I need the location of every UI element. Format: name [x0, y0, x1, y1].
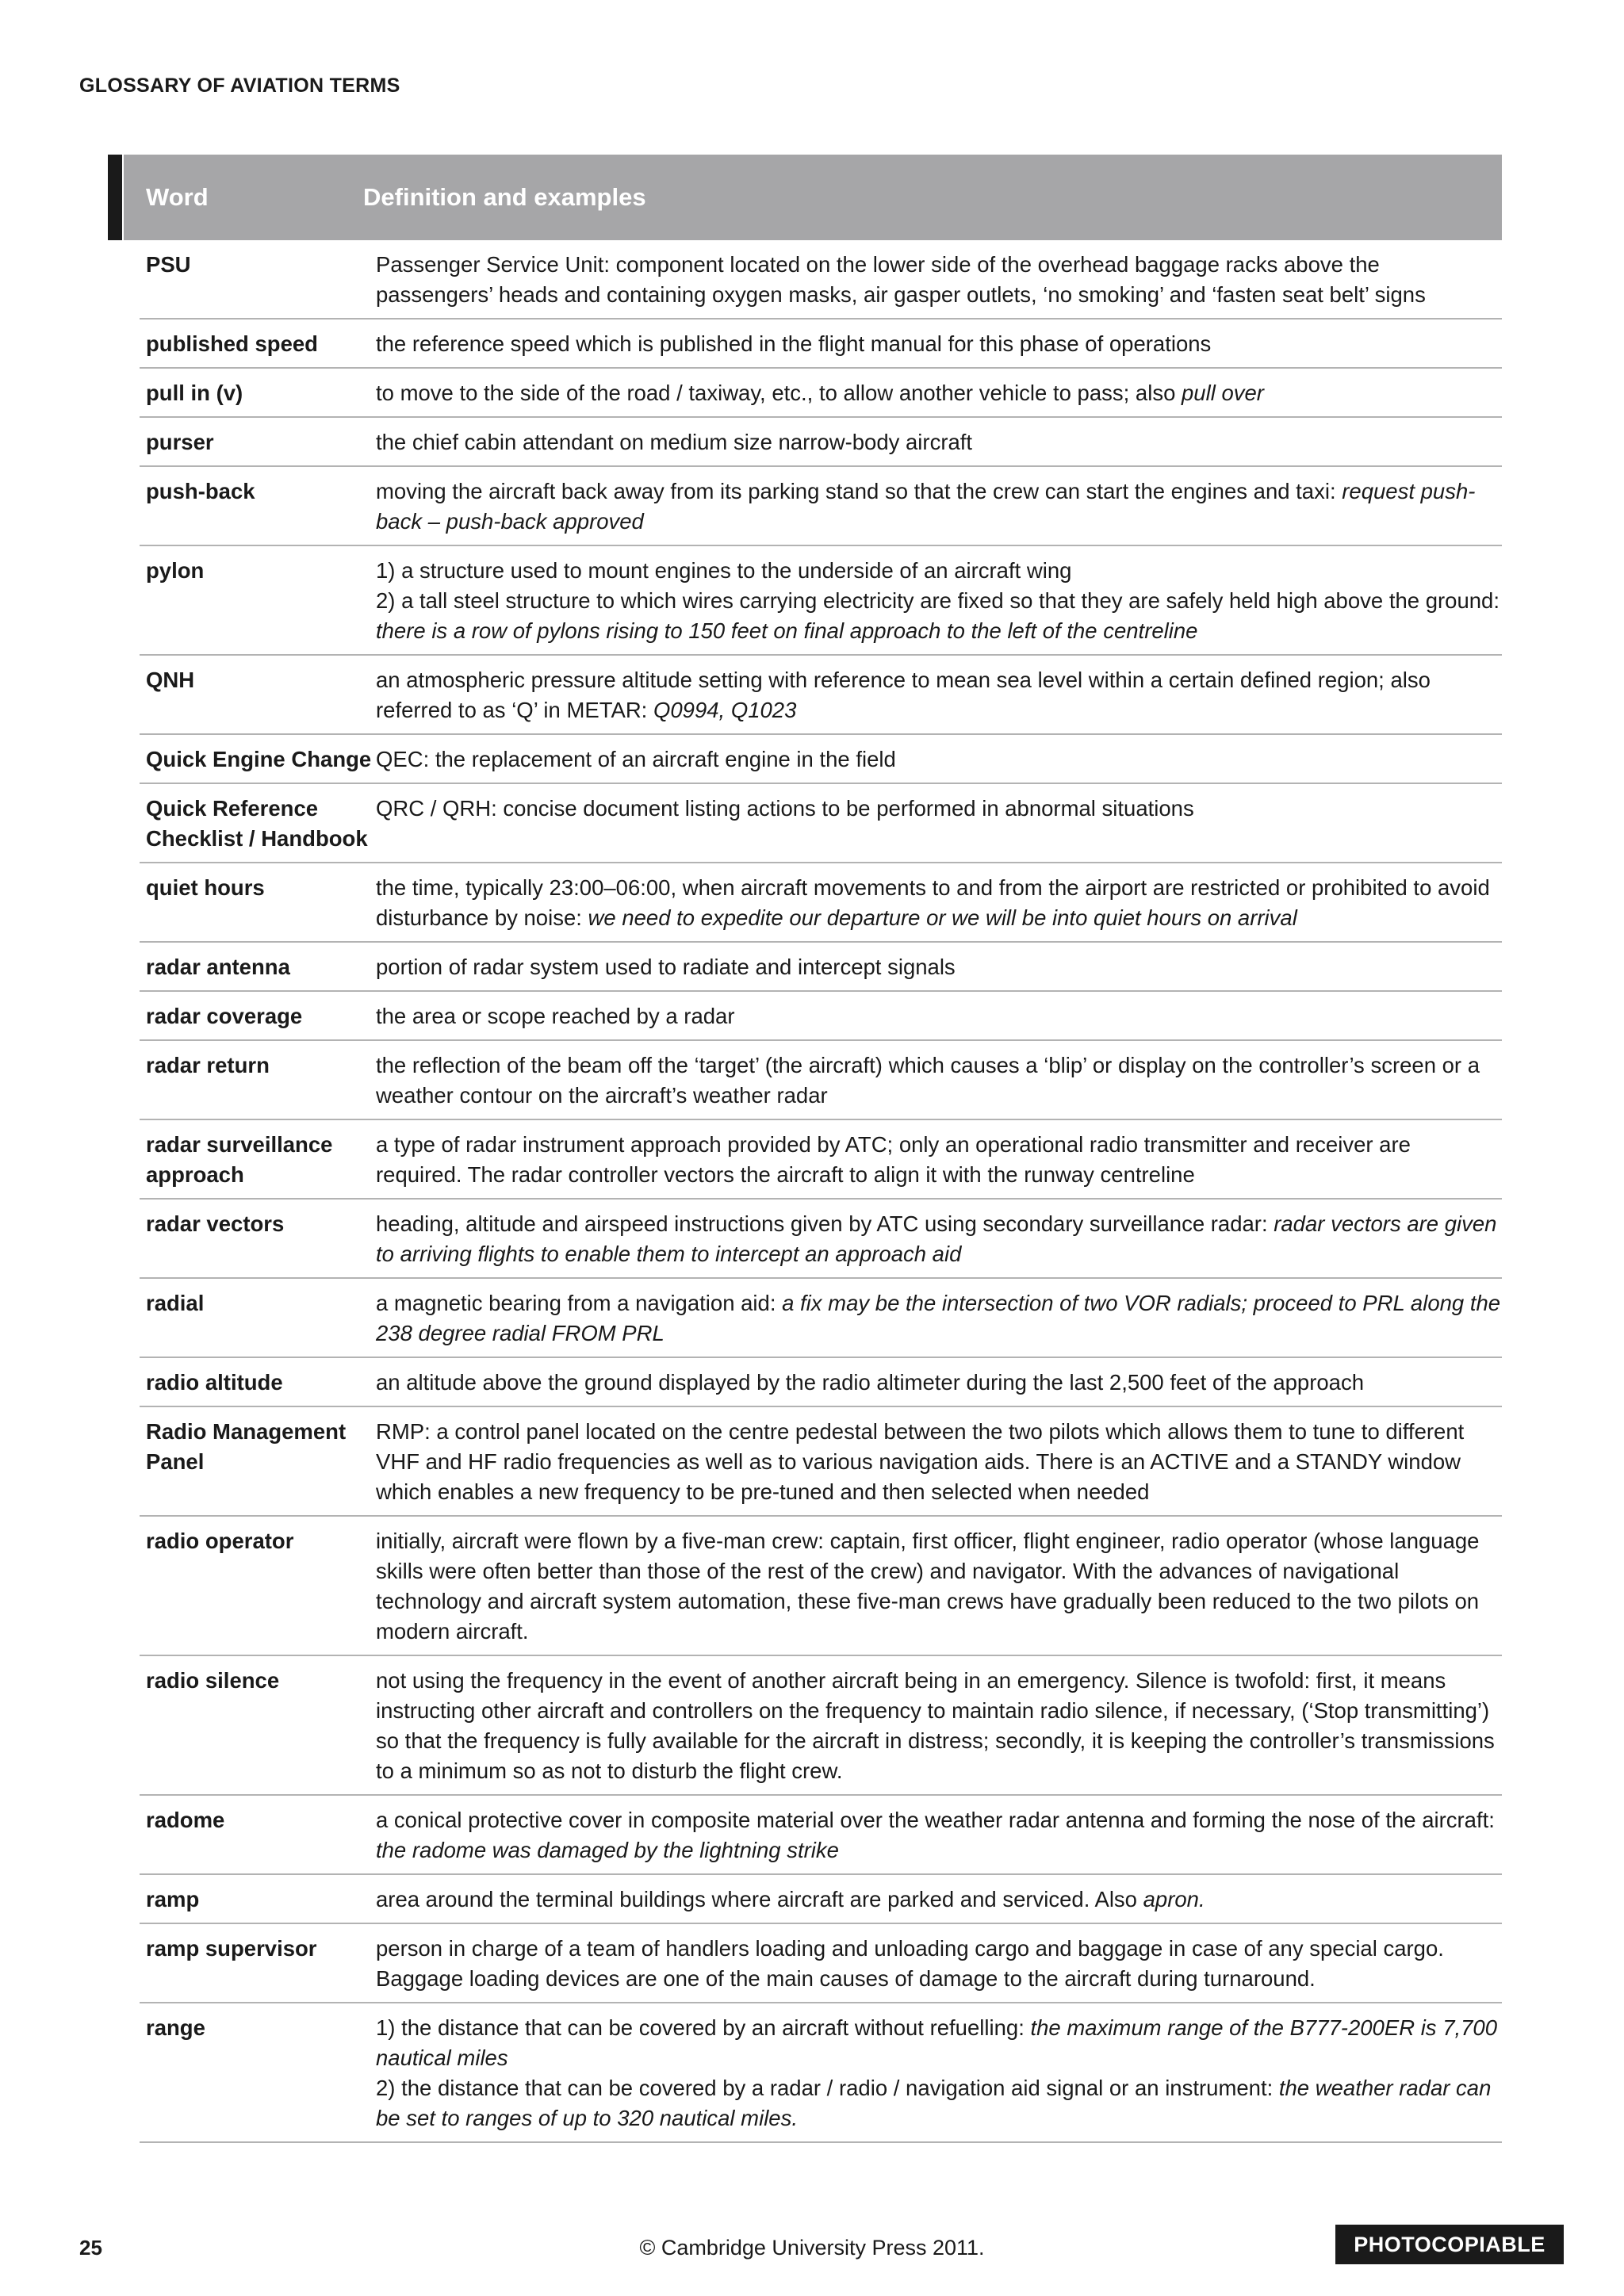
definition-text: QRC / QRH: concise document listing actions to be performed in abnormal situations — [376, 796, 1194, 821]
table-body — [140, 240, 1502, 2143]
definition-text: portion of radar system used to radiate and intercept signals — [376, 955, 956, 979]
definition-text: a magnetic bearing from a navigation aid: — [376, 1291, 783, 1315]
table-row — [140, 1924, 1502, 2003]
definition-text: a type of radar instrument approach provided by ATC; only an operational radio transmitter and receiver are required. The radar controller vectors the aircraft to align it with the runway centreline — [376, 1132, 1411, 1187]
column-header-definition: Definition and examples — [363, 183, 646, 211]
glossary-definition — [376, 1209, 1502, 1269]
glossary-definition — [376, 1526, 1502, 1647]
table-row — [140, 1517, 1502, 1656]
glossary-definition — [376, 250, 1502, 310]
definition-text: the chief cabin attendant on medium size narrow-body aircraft — [376, 430, 973, 454]
glossary-definition — [376, 1805, 1502, 1866]
table-row — [140, 943, 1502, 992]
definition-text: 2) a tall steel structure to which wires carrying electricity are fixed so that they are safely held high above the ground: — [376, 588, 1500, 613]
definition-example: the weather radar can be set to ranges of up to 320 nautical miles. — [376, 2076, 1492, 2130]
definition-text: the reference speed which is published in the flight manual for this phase of operations — [376, 331, 1212, 356]
table-row — [140, 784, 1502, 863]
glossary-term: range — [146, 2015, 205, 2040]
glossary-definition — [376, 1934, 1502, 1994]
page-header-title: GLOSSARY OF AVIATION TERMS — [79, 75, 400, 97]
table-row — [140, 1407, 1502, 1517]
glossary-term: ramp supervisor — [146, 1936, 317, 1961]
glossary-definition — [376, 1417, 1502, 1507]
glossary-term: published speed — [146, 331, 318, 356]
definition-example: we need to expedite our departure or we will be into quiet hours on arrival — [588, 905, 1297, 930]
table-row — [140, 1796, 1502, 1875]
glossary-definition — [376, 794, 1502, 854]
glossary-term: radar vectors — [146, 1211, 285, 1236]
glossary-term: purser — [146, 430, 214, 454]
definition-example: pull over — [1182, 381, 1264, 405]
glossary-definition — [376, 2013, 1502, 2133]
glossary-definition — [376, 1001, 1502, 1031]
table-row — [140, 418, 1502, 467]
glossary-definition — [376, 1130, 1502, 1190]
glossary-term: radio silence — [146, 1668, 280, 1693]
table-row — [140, 1279, 1502, 1358]
table-row — [140, 1041, 1502, 1120]
glossary-term: PSU — [146, 252, 191, 277]
table-row — [140, 2003, 1502, 2143]
table-row — [140, 1120, 1502, 1200]
glossary-definition — [376, 476, 1502, 537]
definition-text: not using the frequency in the event of another aircraft being in an emergency. Silence is twofold: first, it means instructing other aircraft and controllers on the frequency to maintain radio silence, if necessary, (‘Stop transmitting’) so that the frequency is fully available for the aircraft in distress; secondly, it is keeping the controller’s transmissions to a minimum so as not to disturb the flight crew. — [376, 1668, 1495, 1783]
definition-text: Passenger Service Unit: component located on the lower side of the overhead baggage racks above the passengers’ heads and containing oxygen masks, air gasper outlets, ‘no smoking’ and ‘fasten seat belt’ signs — [376, 252, 1426, 307]
table-row — [140, 1875, 1502, 1924]
glossary-definition — [376, 1288, 1502, 1349]
table-row — [140, 656, 1502, 735]
table-row — [140, 320, 1502, 369]
definition-text: initially, aircraft were flown by a five-man crew: captain, first officer, flight engineer, radio operator (whose language skills were often better than those of the rest of the crew) and navigator. With the advances of navigational technology and aircraft system automation, these five-man crews have gradually been reduced to the two pilots on modern aircraft. — [376, 1529, 1480, 1644]
page-number: 25 — [79, 2236, 102, 2260]
table-row — [140, 467, 1502, 546]
definition-text: an altitude above the ground displayed by the radio altimeter during the last 2,500 feet of the approach — [376, 1370, 1364, 1395]
glossary-term: pylon — [146, 558, 205, 583]
definition-example: a fix may be the intersection of two VOR radials; proceed to PRL along the 238 degree radial FROM PRL — [376, 1291, 1501, 1345]
table-row — [140, 992, 1502, 1041]
photocopiable-badge: PHOTOCOPIABLE — [1335, 2225, 1564, 2264]
table-header — [124, 155, 1502, 240]
glossary-definition — [376, 873, 1502, 933]
glossary-term: radar surveillance approach — [146, 1132, 333, 1187]
definition-text: RMP: a control panel located on the centre pedestal between the two pilots which allows them to tune to different VHF and HF radio frequencies as well as to various navigation aids. There is an ACTIVE and a STANDY window which enables a new frequency to be pre-tuned and then selected when needed — [376, 1419, 1465, 1504]
glossary-definition — [376, 952, 1502, 982]
definition-text: person in charge of a team of handlers loading and unloading cargo and baggage in case of any special cargo. Baggage loading devices are one of the main causes of damage to the aircraft during turnaround. — [376, 1936, 1444, 1991]
copyright-notice: © Cambridge University Press 2011. — [639, 2236, 985, 2260]
table-row — [140, 735, 1502, 784]
glossary-term: radio operator — [146, 1529, 294, 1553]
glossary-definition — [376, 427, 1502, 457]
definition-text: QEC: the replacement of an aircraft engine in the field — [376, 747, 896, 771]
definition-text: moving the aircraft back away from its parking stand so that the crew can start the engines and taxi: — [376, 479, 1342, 503]
definition-example: apron. — [1143, 1887, 1205, 1911]
glossary-table — [109, 155, 1502, 2143]
table-row — [140, 1656, 1502, 1796]
glossary-term: ramp — [146, 1887, 200, 1911]
table-row — [140, 863, 1502, 943]
glossary-term: radar coverage — [146, 1004, 303, 1028]
glossary-term: radio altitude — [146, 1370, 283, 1395]
glossary-term: quiet hours — [146, 875, 265, 900]
glossary-term: Quick Engine Change — [146, 747, 372, 771]
definition-example: there is a row of pylons rising to 150 feet on final approach to the left of the centreline — [376, 618, 1198, 643]
glossary-definition — [376, 556, 1502, 646]
glossary-definition — [376, 329, 1502, 359]
definition-text: to move to the side of the road / taxiway, etc., to allow another vehicle to pass; also — [376, 381, 1182, 405]
glossary-term: radar return — [146, 1053, 270, 1077]
glossary-term: radome — [146, 1808, 225, 1832]
definition-text: area around the terminal buildings where aircraft are parked and serviced. Also — [376, 1887, 1143, 1911]
definition-text: 2) the distance that can be covered by a radar / radio / navigation aid signal or an instrument: — [376, 2076, 1279, 2100]
definition-text: an atmospheric pressure altitude setting with reference to mean sea level within a certain defined region; also referred to as ‘Q’ in METAR: — [376, 668, 1431, 722]
glossary-term: radial — [146, 1291, 205, 1315]
glossary-definition — [376, 1050, 1502, 1111]
glossary-term: pull in (v) — [146, 381, 243, 405]
glossary-definition — [376, 1666, 1502, 1786]
definition-text: the reflection of the beam off the ‘target’ (the aircraft) which causes a ‘blip’ or display on the controller’s screen or a weather contour on the aircraft’s weather radar — [376, 1053, 1480, 1108]
glossary-term: Quick Reference Checklist / Handbook — [146, 796, 368, 851]
glossary-term: QNH — [146, 668, 195, 692]
table-row — [140, 1358, 1502, 1407]
header-accent-bar — [108, 155, 122, 240]
table-row — [140, 1200, 1502, 1279]
definition-text: heading, altitude and airspeed instructions given by ATC using secondary surveillance radar: — [376, 1211, 1274, 1236]
definition-text: a conical protective cover in composite material over the weather radar antenna and forming the nose of the aircraft: — [376, 1808, 1495, 1832]
definition-example: the maximum range of the B777-200ER is 7,700 nautical miles — [376, 2015, 1498, 2070]
column-header-word: Word — [146, 183, 209, 211]
definition-example: the radome was damaged by the lightning strike — [376, 1838, 839, 1862]
definition-text: 1) a structure used to mount engines to the underside of an aircraft wing — [376, 558, 1072, 583]
definition-example: Q0994, Q1023 — [653, 698, 797, 722]
glossary-definition — [376, 378, 1502, 408]
definition-example: request push-back – push-back approved — [376, 479, 1476, 534]
definition-example: radar vectors are given to arriving flights to enable them to intercept an approach aid — [376, 1211, 1497, 1266]
definition-text: the time, typically 23:00–06:00, when aircraft movements to and from the airport are restricted or prohibited to avoid disturbance by noise: — [376, 875, 1490, 930]
glossary-definition — [376, 1368, 1502, 1398]
glossary-term: push-back — [146, 479, 255, 503]
glossary-term: Radio Management Panel — [146, 1419, 347, 1474]
glossary-definition — [376, 744, 1502, 775]
glossary-term: radar antenna — [146, 955, 290, 979]
glossary-definition — [376, 665, 1502, 725]
table-row — [140, 546, 1502, 656]
definition-text: 1) the distance that can be covered by an aircraft without refuelling: — [376, 2015, 1031, 2040]
glossary-definition — [376, 1885, 1502, 1915]
definition-text: the area or scope reached by a radar — [376, 1004, 735, 1028]
table-row — [140, 369, 1502, 418]
table-row — [140, 240, 1502, 320]
